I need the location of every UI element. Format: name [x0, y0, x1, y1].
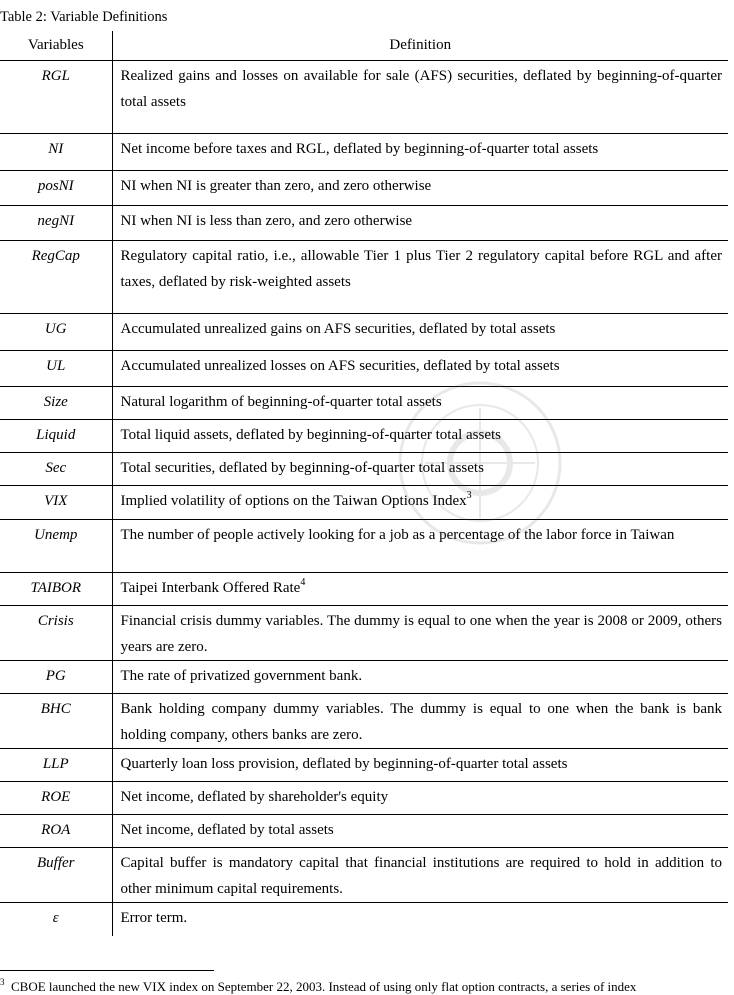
variable-name: VIX: [0, 486, 112, 520]
definition-text: Natural logarithm of beginning-of-quarter total assets: [120, 394, 442, 410]
table-row: [0, 387, 728, 420]
table-row: [0, 61, 728, 134]
variable-definition: [112, 61, 728, 134]
table-row: [0, 241, 728, 314]
table-row: [0, 749, 728, 782]
variable-name: Unemp: [0, 520, 112, 573]
definition-text: Net income, deflated by shareholder's equity: [120, 789, 389, 805]
footnote-ref: 4: [300, 577, 306, 588]
variable-definition: [112, 782, 728, 815]
table-row: [0, 606, 728, 661]
variable-name: Sec: [0, 453, 112, 486]
variable-name: UL: [0, 351, 112, 387]
definition-text: Net income before taxes and RGL, deflated by beginning-of-quarter total assets: [120, 141, 599, 157]
variable-definition: [112, 903, 728, 936]
variable-name: Buffer: [0, 848, 112, 903]
variable-name: RGL: [0, 61, 112, 134]
variable-name: Crisis: [0, 606, 112, 661]
definition-text: Regulatory capital ratio, i.e., allowable Tier 1 plus Tier 2 regulatory capital before RGL and after taxes, deflated by risk-weighted assets: [120, 248, 722, 290]
definition-text: Implied volatility of options on the Taiwan Options Index: [120, 493, 467, 509]
variable-name: negNI: [0, 206, 112, 241]
table-row: [0, 453, 728, 486]
table-row: [0, 848, 728, 903]
variable-name: Size: [0, 387, 112, 420]
table-row: [0, 420, 728, 453]
definition-text: Accumulated unrealized losses on AFS securities, deflated by total assets: [120, 358, 560, 374]
variable-definition: [112, 573, 728, 606]
variable-definition: [112, 694, 728, 749]
variable-name: PG: [0, 661, 112, 694]
table-row: [0, 782, 728, 815]
university-seal-watermark: [395, 378, 565, 548]
table-row: [0, 903, 728, 936]
table-row: [0, 351, 728, 387]
footnote-ref: 3: [466, 490, 472, 501]
variable-name: TAIBOR: [0, 573, 112, 606]
table-row: [0, 486, 728, 520]
definition-text: Net income, deflated by total assets: [120, 822, 334, 838]
variable-name: Liquid: [0, 420, 112, 453]
variable-definition: [112, 661, 728, 694]
variable-definition: [112, 606, 728, 661]
table-row: [0, 815, 728, 848]
table-row: [0, 171, 728, 206]
definition-text: NI when NI is greater than zero, and zero otherwise: [120, 178, 432, 194]
table-row: [0, 134, 728, 171]
definition-text: Error term.: [120, 910, 188, 926]
header-definition: Definition: [112, 31, 728, 61]
definition-text: Taipei Interbank Offered Rate: [120, 580, 301, 596]
variable-definition: [112, 314, 728, 351]
variable-definition: [112, 815, 728, 848]
variable-definition: [112, 749, 728, 782]
definition-text: Total securities, deflated by beginning-of-quarter total assets: [120, 460, 484, 476]
table-row: [0, 206, 728, 241]
table-caption: Table 2: Variable Definitions: [0, 9, 168, 25]
variable-name: UG: [0, 314, 112, 351]
variable-definition: [112, 206, 728, 241]
variable-name: ROE: [0, 782, 112, 815]
variable-name: BHC: [0, 694, 112, 749]
table-row: [0, 661, 728, 694]
variable-name: NI: [0, 134, 112, 171]
definition-text: The number of people actively looking for a job as a percentage of the labor force in Taiwan: [120, 527, 675, 543]
definition-text: Accumulated unrealized gains on AFS securities, deflated by total assets: [120, 321, 556, 337]
variable-definition: [112, 241, 728, 314]
definition-text: Financial crisis dummy variables. The dummy is equal to one when the year is 2008 or 2009, others years are zero.: [120, 613, 722, 655]
variable-definition: [112, 171, 728, 206]
variable-name: posNI: [0, 171, 112, 206]
variable-definition: [112, 134, 728, 171]
table-header-row: [0, 31, 728, 61]
footnote: [0, 978, 734, 995]
footnote-divider: [0, 970, 214, 971]
table-row: [0, 314, 728, 351]
definition-text: Total liquid assets, deflated by beginning-of-quarter total assets: [120, 427, 502, 443]
definition-text: Capital buffer is mandatory capital that financial institutions are required to hold in addition to other minimum capital requirements.: [120, 855, 722, 897]
table-row: [0, 694, 728, 749]
variable-name: LLP: [0, 749, 112, 782]
footnote-text: CBOE launched the new VIX index on September 22, 2003. Instead of using only flat option contracts, a series of index: [11, 979, 637, 994]
header-variables: Variables: [0, 31, 112, 61]
footnote-mark: 3: [0, 978, 5, 987]
variable-name: RegCap: [0, 241, 112, 314]
definition-text: Bank holding company dummy variables. The dummy is equal to one when the bank is bank holding company, others banks are zero.: [120, 701, 722, 743]
table-row: [0, 520, 728, 573]
definition-text: NI when NI is less than zero, and zero otherwise: [120, 213, 413, 229]
definition-text: The rate of privatized government bank.: [120, 668, 363, 684]
variable-definition: [112, 848, 728, 903]
table-row: [0, 573, 728, 606]
variable-definitions-table: [0, 31, 728, 936]
definition-text: Quarterly loan loss provision, deflated by beginning-of-quarter total assets: [120, 756, 568, 772]
definition-text: Realized gains and losses on available for sale (AFS) securities, deflated by beginning-of-quarter total assets: [120, 68, 722, 110]
variable-name: ε: [0, 903, 112, 936]
variable-name: ROA: [0, 815, 112, 848]
